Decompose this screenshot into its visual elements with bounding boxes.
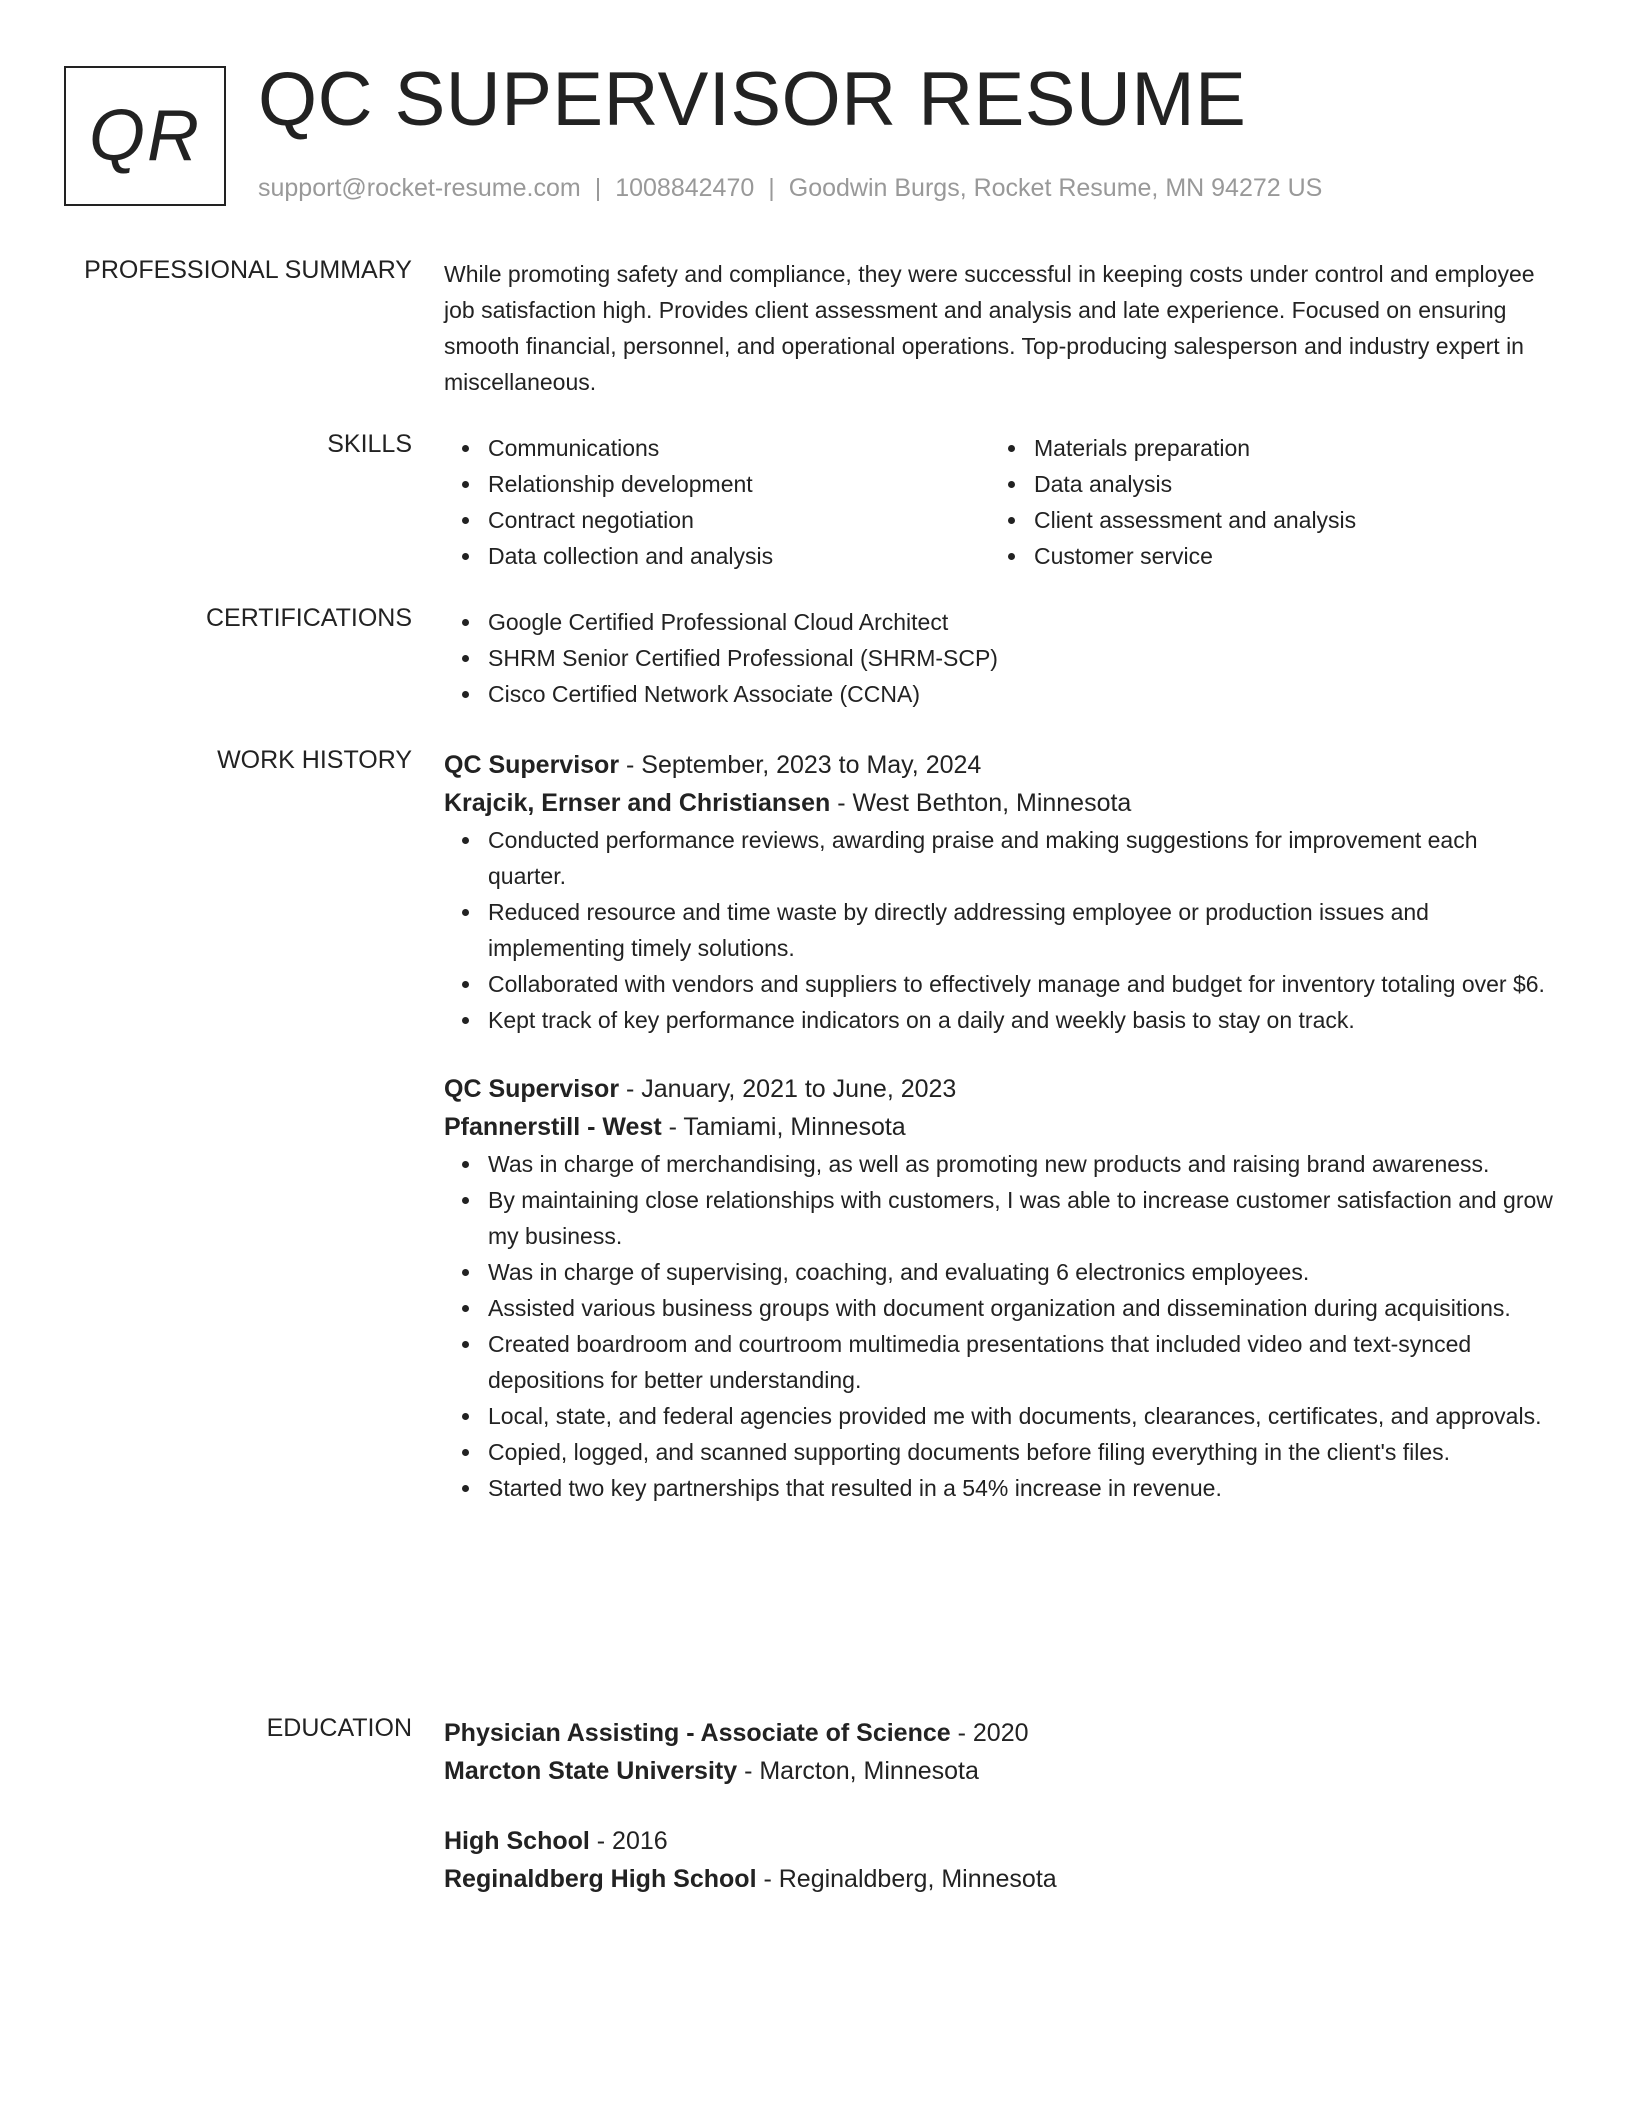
skill-item: Contract negotiation (488, 502, 990, 538)
job-title-line (444, 1070, 1556, 1108)
education-school: Reginaldberg High School (444, 1865, 757, 1893)
certifications-body (444, 604, 1556, 712)
job-bullet: By maintaining close relationships with customers, I was able to increase customer satisfaction and grow my business. (488, 1182, 1556, 1254)
education-degree-line (444, 1822, 1556, 1860)
contact-separator: | (594, 174, 602, 202)
skill-item: Data collection and analysis (488, 538, 990, 574)
skills-column-right (990, 430, 1536, 574)
job-title-line (444, 746, 1556, 784)
skills-body (444, 430, 1556, 574)
section-label-education: EDUCATION (266, 1714, 412, 1742)
job-bullet: Was in charge of merchandising, as well as promoting new products and raising brand awareness. (488, 1146, 1556, 1182)
education-degree: High School (444, 1827, 590, 1855)
skills-grid (444, 430, 1556, 574)
certification-item: Google Certified Professional Cloud Architect (488, 604, 1556, 640)
section-label-work-history: WORK HISTORY (217, 746, 412, 774)
job-entry (444, 1070, 1556, 1506)
skill-item: Customer service (1034, 538, 1536, 574)
job-entry (444, 746, 1556, 1038)
section-label-summary: PROFESSIONAL SUMMARY (84, 256, 412, 284)
education-location: - Reginaldberg, Minnesota (756, 1865, 1057, 1893)
work-history-body (444, 746, 1556, 1506)
education-degree-line (444, 1714, 1556, 1752)
certification-item: Cisco Certified Network Associate (CCNA) (488, 676, 1556, 712)
skill-item: Client assessment and analysis (1034, 502, 1536, 538)
section-label-certifications: CERTIFICATIONS (205, 604, 412, 632)
education-entry (444, 1714, 1556, 1790)
job-bullet: Kept track of key performance indicators on a daily and weekly basis to stay on track. (488, 1002, 1556, 1038)
job-title: QC Supervisor (444, 751, 620, 779)
job-bullet: Created boardroom and courtroom multimedia presentations that included video and text-synced depositions for better understanding. (488, 1326, 1556, 1398)
contact-separator: | (768, 174, 775, 202)
summary-body (444, 256, 1556, 400)
skill-item: Data analysis (1034, 466, 1536, 502)
education-school-line (444, 1860, 1556, 1898)
contact-email[interactable]: support@rocket-resume.com (258, 174, 581, 202)
summary-text: While promoting safety and compliance, they were successful in keeping costs under control and employee job satisfaction high. Provides client assessment and analysis and late experience. Focused on ensuring smooth financial, personnel, and operational operations. Top-producing salesperson and industry expert in miscellaneous. (444, 261, 1535, 395)
education-year: - 2020 (950, 1719, 1029, 1747)
job-bullet: Conducted performance reviews, awarding praise and making suggestions for improvement each quarter. (488, 822, 1556, 894)
resume-title: QC SUPERVISOR RESUME (258, 57, 1247, 142)
job-bullet: Started two key partnerships that resulted in a 54% increase in revenue. (488, 1470, 1556, 1506)
skill-item: Relationship development (488, 466, 990, 502)
job-title: QC Supervisor (444, 1075, 620, 1103)
job-bullet: Reduced resource and time waste by directly addressing employee or production issues and implementing timely solutions. (488, 894, 1556, 966)
job-bullet: Local, state, and federal agencies provided me with documents, clearances, certificates, and approvals. (488, 1398, 1556, 1434)
job-bullet: Collaborated with vendors and suppliers to effectively manage and budget for inventory totaling over $6. (488, 966, 1556, 1002)
contact-phone[interactable]: 1008842470 (615, 174, 755, 202)
job-location: - Tamiami, Minnesota (661, 1113, 906, 1141)
monogram-initials: QR (89, 96, 201, 176)
education-school: Marcton State University (444, 1757, 738, 1785)
education-body (444, 1714, 1556, 1898)
job-bullet: Assisted various business groups with document organization and dissemination during acquisitions. (488, 1290, 1556, 1326)
job-company-line (444, 1108, 1556, 1146)
job-company: Krajcik, Ernser and Christiansen (444, 789, 831, 817)
section-label-skills: SKILLS (327, 430, 412, 458)
job-location: - West Bethton, Minnesota (830, 789, 1132, 817)
certification-item: SHRM Senior Certified Professional (SHRM-SCP) (488, 640, 1556, 676)
education-location: - Marcton, Minnesota (737, 1757, 979, 1785)
job-company: Pfannerstill - West (444, 1113, 662, 1141)
job-dates: - September, 2023 to May, 2024 (619, 751, 982, 779)
job-bullet: Was in charge of supervising, coaching, and evaluating 6 electronics employees. (488, 1254, 1556, 1290)
skill-item: Communications (488, 430, 990, 466)
job-bullet: Copied, logged, and scanned supporting documents before filing everything in the client's files. (488, 1434, 1556, 1470)
skill-item: Materials preparation (1034, 430, 1536, 466)
job-dates: - January, 2021 to June, 2023 (619, 1075, 957, 1103)
education-degree: Physician Assisting - Associate of Science (444, 1719, 951, 1747)
education-entry (444, 1822, 1556, 1898)
education-school-line (444, 1752, 1556, 1790)
skills-column-left (444, 430, 990, 574)
job-company-line (444, 784, 1556, 822)
education-year: - 2016 (589, 1827, 668, 1855)
contact-address: Goodwin Burgs, Rocket Resume, MN 94272 US (788, 174, 1323, 202)
contact-line (258, 174, 1322, 203)
monogram-logo (64, 66, 226, 206)
